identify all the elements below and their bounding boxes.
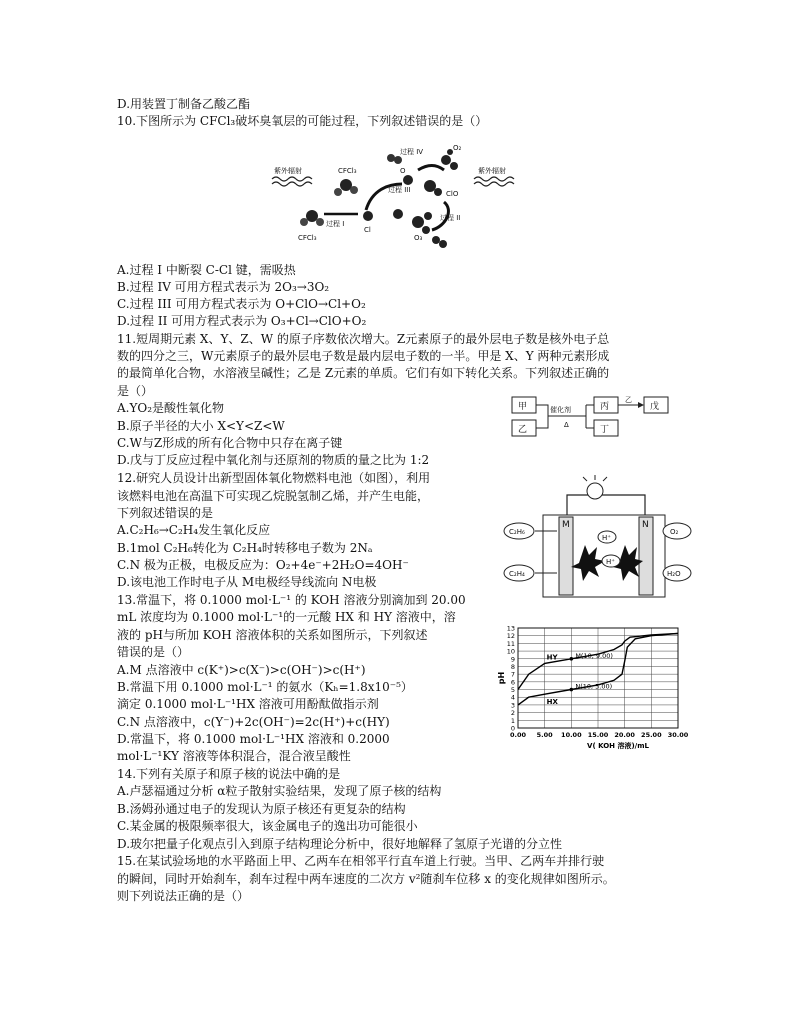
process-i-label: 过程 I: [326, 220, 345, 228]
q11-option-d: D.戊与丁反应过程中氧化剂与还原剂的物质的量之比为 1:2: [117, 453, 430, 467]
q11-stem-3: 的最简单化合物，水溶液呈碱性；乙是 Z元素的单质。它们有如下转化关系。下列叙述正确的: [117, 366, 610, 380]
q14-stem: 14.下列有关原子和原子核的说法中确的是: [117, 767, 341, 781]
q11-stem-1: 11.短周期元素 X、Y、Z、W 的原子序数依次增大。Z元素原子的最外层电子数是核外电子总: [117, 332, 610, 346]
q12-option-c: C.N 极为正极，电极反应为：O₂+4e⁻+2H₂O=4OH⁻: [117, 558, 409, 572]
o-atom: [403, 175, 413, 185]
annotation-label: N(10, 5.00): [575, 682, 613, 691]
x-tick-label: 20.00: [614, 731, 635, 739]
q14-option-b: B.汤姆孙通过电子的发现认为原子核还有更复杂的结构: [117, 802, 406, 816]
x-tick-label: 10.00: [561, 731, 582, 739]
q15-stem-3: 则下列说法正确的是（）: [117, 889, 250, 903]
o2-molecule-bottom: [432, 236, 440, 244]
q13-option-d-cont: mol·L⁻¹KY 溶液等体积混合，混合液呈酸性: [117, 749, 351, 763]
label-wu: 戊: [650, 402, 660, 412]
x-tick-label: 0.00: [509, 731, 527, 739]
q13-stem-2: mL 浓度均为 0.1000 mol·L⁻¹的一元酸 HX 和 HY 溶液中，溶: [117, 610, 456, 624]
uv-left-label: 紫外辐射: [274, 167, 302, 175]
o2-molecule-top: [387, 154, 395, 162]
q12-stem-2: 该燃料电池在高温下可实现乙烷脱氢制乙烯，并产生电能，: [117, 489, 430, 503]
q14-option-c: C.某金属的极限频率很大，该金属电子的逸出功可能很小: [117, 819, 418, 833]
cfcl3-top-label: CFCl₃: [338, 167, 357, 175]
q12-stem-1: 12.研究人员设计出新型固体氧化物燃料电池（如图），利用: [117, 471, 431, 485]
label-n: N: [642, 520, 649, 530]
q13-option-c: C.N 点溶液中，c(Y⁻)+2c(OH⁻)=2c(H⁺)+c(HY): [117, 715, 390, 729]
y-tick-label: 13: [506, 624, 515, 633]
label-jia: 甲: [518, 402, 528, 412]
q11-option-b: B.原子半径的大小 X<Y<Z<W: [117, 419, 285, 433]
x-tick-label: 5.00: [536, 731, 553, 739]
y-axis-label: pH: [497, 671, 506, 685]
annotation-label: M(10, 9.00): [575, 651, 613, 660]
q15-stem-2: 的瞬间，同时开始刹车，刹车过程中两车速度的二次方 v²随刹车位移 x 的变化规律如图所示。: [117, 872, 615, 886]
q10-option-d: D.过程 II 可用方程式表示为 O₃+Cl→ClO+O₂: [117, 314, 367, 328]
clo-molecule: [424, 180, 436, 192]
q13-stem-1: 13.常温下，将 0.1000 mol·L⁻¹ 的 KOH 溶液分别滴加到 20.00: [117, 593, 466, 607]
clo-label: ClO: [446, 190, 459, 198]
process-ii-label: 过程 II: [440, 214, 461, 222]
x-tick-label: 30.00: [667, 731, 689, 739]
q10-option-b: B.过程 IV 可用方程式表示为 2O₃→3O₂: [117, 280, 330, 294]
q15-stem-1: 15.在某试验场地的水平路面上甲、乙两车在相邻平行直车道上行驶。当甲、乙两车并排行驶: [117, 854, 605, 868]
q12-stem-3: 下列叙述错误的是: [117, 506, 214, 520]
process-iii-label: 过程 III: [388, 186, 411, 194]
lightbulb-icon: [587, 483, 603, 499]
y-tick-label: 3: [510, 701, 515, 710]
o-label: O: [400, 167, 406, 175]
y-tick-label: 12: [506, 632, 515, 641]
q13-option-b-cont: 滴定 0.1000 mol·L⁻¹HX 溶液可用酚酞做指示剂: [117, 697, 379, 711]
y-tick-label: 5: [510, 686, 515, 695]
label-ding: 丁: [600, 425, 610, 435]
y-tick-label: 4: [510, 693, 515, 702]
q14-option-d: D.玻尔把量子化观点引入到原子结构理论分析中，很好地解释了氢原子光谱的分立性: [117, 837, 563, 851]
y-tick-label: 8: [510, 662, 515, 671]
x-axis-label: V( KOH 溶液)/mL: [587, 742, 649, 750]
x-tick-label: 25.00: [641, 731, 662, 739]
annotation-point: [570, 657, 574, 661]
label-hplus-top: H⁺: [602, 534, 611, 542]
o3-molecule-top: [441, 155, 451, 165]
conversion-flow-diagram: [510, 394, 685, 440]
y-tick-label: 10: [506, 647, 515, 656]
q12-option-b: B.1mol C₂H₆转化为 C₂H₄时转移电子数为 2Nₐ: [117, 541, 373, 555]
uv-wave-right-1: [474, 177, 514, 181]
cfcl3-bottom-label: CFCl₃: [298, 234, 317, 242]
q10-stem: 10.下图所示为 CFCl₃破坏臭氧层的可能过程，下列叙述错误的是（）: [117, 114, 488, 128]
fuel-cell-diagram: [497, 475, 693, 600]
uv-right-label: 紫外辐射: [478, 167, 506, 175]
q12-option-a: A.C₂H₆→C₂H₄发生氧化反应: [117, 523, 271, 537]
label-o2: O₂: [670, 528, 679, 536]
q12-option-d: D.该电池工作时电子从 M电极经导线流向 N电极: [117, 575, 377, 589]
label-bing: 丙: [600, 402, 610, 412]
label-delta: Δ: [564, 421, 569, 429]
arrow-iv: [418, 166, 444, 171]
annotation-point: [570, 688, 574, 692]
y-tick-label: 11: [506, 639, 515, 648]
y-tick-label: 6: [510, 678, 515, 687]
q10-option-a: A.过程 I 中断裂 C-Cl 键，需吸热: [117, 263, 296, 277]
series-label-hx: HX: [546, 698, 558, 707]
q13-stem-4: 错误的是（）: [117, 645, 190, 659]
o3-molecule-bottom: [412, 216, 424, 228]
cl-atom-center: [393, 209, 403, 219]
cl-atom-left: [363, 211, 373, 221]
o3-label: O₃: [414, 234, 423, 242]
x-tick-label: 15.00: [587, 731, 609, 739]
ph-titration-chart: [490, 622, 690, 750]
label-m: M: [562, 520, 570, 530]
q13-stem-3: 液的 pH与所加 KOH 溶液体积的关系如图所示，下列叙述: [117, 628, 428, 642]
y-tick-label: 2: [510, 709, 515, 718]
q11-stem-4: 是（）: [117, 384, 154, 398]
y-tick-label: 0: [510, 724, 515, 733]
q13-option-a: A.M 点溶液中 c(K⁺)>c(X⁻)>c(OH⁻)>c(H⁺): [117, 663, 366, 677]
process-iv-label: 过程 IV: [400, 148, 424, 156]
uv-wave-left-1: [272, 177, 312, 181]
ozone-destruction-diagram: [268, 140, 528, 258]
q11-stem-2: 数的四分之三，W元素原子的最外层电子数是最内层电子数的一半。甲是 X、Y 两种元素形成: [117, 349, 610, 363]
q13-option-d: D.常温下，将 0.1000 mol·L⁻¹HX 溶液和 0.2000: [117, 732, 390, 746]
label-c2h6: C₂H₆: [509, 528, 525, 536]
label-yi: 乙: [518, 425, 528, 435]
q11-option-c: C.W与Z形成的所有化合物中只存在离子键: [117, 436, 343, 450]
label-h2o: H₂O: [667, 570, 681, 578]
label-arrow-yi: 乙: [625, 396, 632, 404]
label-c2h4: C₂H₄: [509, 570, 525, 578]
uv-wave-left-2: [272, 182, 312, 186]
y-tick-label: 1: [510, 716, 515, 725]
label-catalyst: 催化剂: [550, 406, 571, 414]
label-hplus-bottom: H⁺: [606, 558, 615, 566]
q13-option-b: B.常温下用 0.1000 mol·L⁻¹ 的氨水（Kₕ=1.8x10⁻⁵）: [117, 680, 413, 694]
y-tick-label: 7: [510, 670, 515, 679]
y-tick-label: 9: [510, 655, 515, 664]
uv-wave-right-2: [474, 182, 514, 186]
o2-label-top: O₂: [453, 144, 462, 152]
q10-option-c: C.过程 III 可用方程式表示为 O+ClO→Cl+O₂: [117, 297, 366, 311]
cl-label: Cl: [364, 226, 371, 234]
q9-option-d: D.用装置丁制备乙酸乙酯: [117, 97, 251, 111]
q14-option-a: A.卢瑟福通过分析 α粒子散射实验结果，发现了原子核的结构: [117, 784, 442, 798]
q11-option-a: A.YO₂是酸性氧化物: [117, 401, 225, 415]
cfcl3-molecule-bottom: [306, 210, 318, 222]
series-label-hy: HY: [546, 653, 558, 662]
